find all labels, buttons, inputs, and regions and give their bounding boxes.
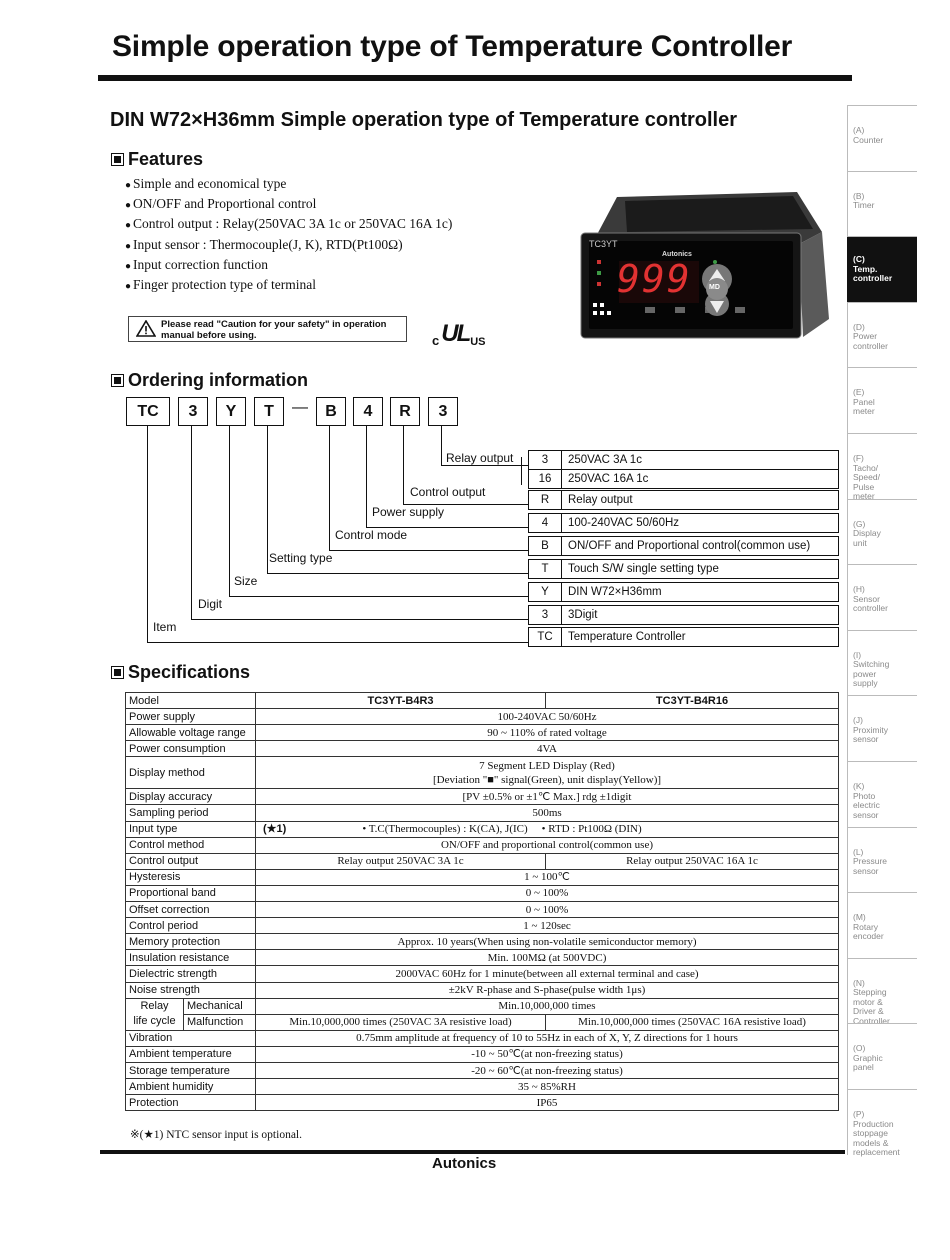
feature-item: ● Input correction function [125,255,452,275]
spec-value: ±2kV R-phase and S-phase(pulse width 1μs) [256,982,839,998]
table-row [126,918,839,934]
input-type-tc: • T.C(Thermocouples) : K(CA), J(IC) [362,823,528,836]
footer-rule [100,1150,845,1154]
connector-bracket [521,457,522,485]
sidebar-tab-label: Graphic [853,1052,883,1063]
ordering-code: 3 [529,606,562,624]
features-heading-text: Features [128,149,204,169]
spec-label: Ambient temperature [126,1046,256,1062]
sidebar-tab-label: Production [853,1118,894,1129]
sidebar-tab-label: Counter [853,134,884,145]
sidebar-tab-label: sensor [853,734,879,745]
table-row [126,1014,839,1030]
ordering-code: T [529,560,562,578]
caution-line-2: manual before using. [161,330,257,341]
ordering-desc: Touch S/W single setting type [568,563,719,575]
ordering-desc: Relay output [568,494,633,506]
title-rule [98,75,852,81]
spec-label: Sampling period [126,805,256,821]
section-square-icon [111,666,124,679]
section-square-icon [111,374,124,387]
sidebar-tab-label: (P) [853,1109,865,1119]
ordering-row [528,627,839,647]
spec-value: Min.10,000,000 times (250VAC 3A resistive load) [256,1014,546,1030]
spec-label-relay [126,998,184,1030]
table-row [126,1095,839,1111]
spec-value: 35 ~ 85%RH [256,1079,839,1095]
sidebar-tab-label: (D) [853,321,865,332]
sidebar-tab[interactable] [847,761,917,827]
table-row [126,950,839,966]
spec-value: 1 ~ 100℃ [256,869,839,885]
ordering-code: TC [529,628,562,646]
sidebar-tab-label: (H) [853,584,865,595]
label-size: Size [234,574,258,588]
ordering-desc: DIN W72×H36mm [568,586,662,598]
table-row [126,693,839,709]
sidebar-tab-label: (O) [853,1043,866,1054]
ordering-code: 3 [529,451,562,469]
sidebar-tab-label: unit [853,537,867,548]
ordering-row [528,513,839,533]
table-row [126,837,839,853]
connector-line [441,465,529,466]
ordering-code: B [529,537,562,555]
spec-label: Memory protection [126,934,256,950]
sidebar-tab[interactable] [847,367,917,433]
spec-label: Proportional band [126,885,256,901]
ordering-desc: 250VAC 3A 1c [568,454,642,466]
sidebar-tab-label: supply [853,678,878,689]
label-control-mode: Control mode [335,528,408,542]
connector-line [229,596,529,597]
sidebar-tab[interactable] [847,499,917,565]
cert-c: c [432,333,440,348]
connector-line [147,642,529,643]
code-box-digit: 3 [178,397,208,426]
connector-line [191,426,192,620]
spec-label: Protection [126,1095,256,1111]
ordering-desc: 250VAC 16A 1c [568,473,649,485]
table-row [126,805,839,821]
specifications-heading-text: Specifications [128,662,251,682]
table-row [126,853,839,869]
spec-model-b: TC3YT-B4R16 [546,693,839,709]
sidebar-tab-label: (F) [853,453,864,463]
sidebar-tab-label: (E) [853,387,865,398]
code-box-size: Y [216,397,246,426]
sidebar-tab-label: motor & [853,996,883,1007]
spec-label: Display accuracy [126,789,256,805]
ordering-heading-text: Ordering information [128,370,308,390]
feature-item: ● Input sensor : Thermocouple(J, K), RTD(Pt100Ω) [125,235,452,255]
ordering-row [528,490,839,510]
code-box-control-mode: B [316,397,346,426]
spec-label: Power consumption [126,741,256,757]
sidebar-tab-label: (J) [853,715,863,726]
spec-label: Control method [126,837,256,853]
sidebar-tab-label: Display [853,528,881,539]
spec-label: Model [126,693,256,709]
subtitle: DIN W72×H36mm Simple operation type of Temperature controller [110,109,737,131]
ordering-code: 16 [529,470,562,488]
code-box-item: TC [126,397,170,426]
sidebar-tab-label: Timer [853,200,875,211]
connector-line [329,550,529,551]
input-type-rtd: • RTD : Pt100Ω (DIN) [541,823,642,836]
spec-sublabel: Mechanical [184,998,256,1014]
label-power-supply: Power supply [372,505,445,519]
table-row [126,709,839,725]
spec-value: 0 ~ 100% [256,885,839,901]
table-row [126,966,839,982]
table-row [126,757,839,789]
spec-value: [PV ±0.5% or ±1℃ Max.] rdg ±1digit [256,789,839,805]
caution-line-1: Please read "Caution for your safety" in operation [161,319,387,330]
sidebar-tab-label: Sensor [853,593,880,604]
spec-label: Power supply [126,709,256,725]
code-box-power: 4 [353,397,383,426]
sidebar-tab-label: sensor [853,809,879,820]
spec-value: Min.10,000,000 times (250VAC 16A resistive load) [546,1014,839,1030]
page-title: Simple operation type of Temperature Controller [112,30,793,63]
spec-value: 100-240VAC 50/60Hz [256,709,839,725]
product-display: 999 [617,257,692,301]
sidebar-tab-label: (C) [853,254,865,265]
spec-value: Relay output 250VAC 16A 1c [546,853,839,869]
spec-value: -10 ~ 50℃(at non-freezing status) [256,1046,839,1062]
spec-sublabel: Malfunction [184,1014,256,1030]
ordering-row [528,536,839,556]
connector-line [147,426,148,643]
brand-logo: Autonics [432,1155,497,1172]
sidebar-tab-label: (B) [853,190,865,201]
connector-line [329,426,330,551]
sidebar-tab[interactable] [847,1023,917,1089]
spec-label: Dielectric strength [126,966,256,982]
spec-label: Offset correction [126,902,256,918]
table-row [126,869,839,885]
sidebar-tab-label: Switching [853,659,890,670]
sidebar-tab-label: meter [853,406,875,417]
specifications-heading [111,662,250,683]
sidebar-tab-label: (G) [853,518,866,529]
spec-value: IP65 [256,1095,839,1111]
table-row [126,1079,839,1095]
spec-label: Ambient humidity [126,1079,256,1095]
specifications-table [125,692,839,1111]
warning-icon [136,320,156,337]
product-model-label: TC3YT [589,239,618,249]
spec-value: 0.75mm amplitude at frequency of 10 to 55Hz in each of X, Y, Z directions for 1 hours [256,1030,839,1046]
sidebar-tab-label: (A) [853,125,865,135]
sidebar-tab-label: panel [853,1062,874,1073]
sidebar-tab-label: electric [853,800,880,810]
connector-line [267,573,529,574]
sidebar-tab-label: Controller [853,1015,890,1026]
cert-us: US [470,336,486,348]
code-box-setting: T [254,397,284,426]
spec-label: Noise strength [126,982,256,998]
spec-label: Allowable voltage range [126,725,256,741]
sidebar-tab-label: Stepping [853,987,887,998]
code-box-control-output: R [390,397,420,426]
sidebar-tab-label: controller [853,340,888,351]
sidebar-tab-label: (K) [853,781,865,791]
ordering-desc: ON/OFF and Proportional control(common use) [568,540,811,552]
connector-line [191,619,529,620]
table-row [126,1062,839,1078]
connector-line [229,426,230,597]
sidebar-tab-label: Power [853,331,878,342]
sidebar-tab-label: (L) [853,846,864,857]
connector-line [441,426,442,466]
sidebar-tab-label: Panel [853,396,875,407]
spec-label: Control period [126,918,256,934]
spec-value: 4VA [256,741,839,757]
table-row [126,885,839,901]
spec-value: Relay output 250VAC 3A 1c [256,853,546,869]
connector-line [366,426,367,528]
sidebar-tab[interactable] [847,1089,917,1155]
spec-value: -20 ~ 60℃(at non-freezing status) [256,1062,839,1078]
spec-value: 2000VAC 60Hz for 1 minute(between all external terminal and case) [256,966,839,982]
features-list [125,174,452,295]
label-control-output: Control output [410,485,486,499]
product-brand-label: Autonics [662,251,692,258]
spec-label: Hysteresis [126,869,256,885]
table-row [126,934,839,950]
spec-label: Insulation resistance [126,950,256,966]
input-type-note: (★1) [263,823,287,836]
spec-label: Input type [126,821,256,837]
relay-label-line: Relay [140,1000,169,1013]
product-image [567,187,839,342]
feature-item: ● Simple and economical type [125,174,452,194]
spec-value: 0 ~ 100% [256,902,839,918]
code-box-relay-output: 3 [428,397,458,426]
sidebar-tab[interactable] [847,236,917,302]
sidebar-tab-label: power [853,668,877,679]
spec-label: Vibration [126,1030,256,1046]
table-row [126,741,839,757]
ordering-row [528,559,839,579]
sidebar-tab[interactable] [847,892,917,958]
feature-item: ● ON/OFF and Proportional control [125,194,452,214]
cul-us-mark [432,320,486,348]
spec-value: 90 ~ 110% of rated voltage [256,725,839,741]
connector-line [403,426,404,505]
ordering-row [528,582,839,602]
footnote: ※(★1) NTC sensor input is optional. [130,1129,302,1141]
spec-label: Storage temperature [126,1062,256,1078]
ordering-code: R [529,491,562,509]
sidebar-tab[interactable] [847,302,917,368]
ordering-code: Y [529,583,562,601]
label-setting-type: Setting type [269,551,333,565]
spec-value [256,821,839,837]
spec-value: Min.10,000,000 times [256,998,839,1014]
spec-value [256,757,839,789]
table-row [126,902,839,918]
table-row [126,725,839,741]
product-md-label: MD [709,284,720,291]
sidebar-tab-label: Driver & [853,1006,884,1017]
sidebar-tab-label: (I) [853,649,862,660]
section-square-icon [111,153,124,166]
table-row [126,982,839,998]
ul-logo-icon: UL [441,320,470,347]
spec-value: Approx. 10 years(When using non-volatile semiconductor memory) [256,934,839,950]
sidebar-tab[interactable] [847,105,917,171]
sidebar-tab-label: Photo [853,790,876,801]
spec-value-line: 7 Segment LED Display (Red) [479,759,615,772]
relay-label-line: life cycle [133,1015,176,1028]
sidebar-tab[interactable] [847,171,917,237]
sidebar-tab[interactable] [847,827,917,893]
sidebar-tab[interactable] [847,695,917,761]
sidebar-tab-label: (N) [853,977,865,988]
sidebar-tab[interactable] [847,958,917,1024]
label-digit: Digit [198,597,223,611]
ordering-desc: Temperature Controller [568,631,686,643]
sidebar-tab-label: Pressure [853,856,888,867]
features-heading [111,149,203,170]
sidebar-tab-label: (M) [853,912,866,923]
ordering-desc: 3Digit [568,609,598,621]
sidebar-tab-label: controller [853,603,888,614]
sidebar-tab[interactable] [847,433,917,499]
sidebar-tab-label: models & [853,1137,889,1148]
sidebar-tab[interactable] [847,630,917,696]
sidebar-tab-label: controller [853,273,893,284]
spec-value: 500ms [256,805,839,821]
label-item: Item [153,620,177,634]
caution-notice [128,316,407,342]
table-row [126,789,839,805]
sidebar-tab-label: meter [853,491,875,501]
sidebar-tab-label: Speed/ [853,472,880,482]
sidebar-tab-label: Temp. [853,263,878,274]
sidebar-tab-label: stoppage [853,1128,888,1138]
sidebar-tab-label: Rotary [853,921,879,932]
spec-model-a: TC3YT-B4R3 [256,693,546,709]
table-row [126,1046,839,1062]
label-relay-output: Relay output [446,451,514,465]
sidebar-tab-label: replacement [853,1147,900,1157]
spec-value: ON/OFF and proportional control(common use) [256,837,839,853]
spec-value-line: [Deviation "■" signal(Green), unit display(Yellow)] [432,773,662,786]
spec-value: 1 ~ 120sec [256,918,839,934]
sidebar-tab-label: Tacho/ [853,462,879,473]
ordering-desc: 100-240VAC 50/60Hz [568,517,680,529]
spec-label: Control output [126,853,256,869]
sidebar-tab-label: sensor [853,865,879,876]
sidebar-tab-label: Pulse [853,481,875,492]
feature-item: ● Finger protection type of terminal [125,275,452,295]
table-row [126,1030,839,1046]
sidebar-tab[interactable] [847,564,917,630]
sidebar-tab-label: encoder [853,931,884,942]
spec-label: Display method [126,757,256,789]
ordering-code: 4 [529,514,562,532]
ordering-heading [111,370,308,391]
ordering-row [528,605,839,625]
spec-value: Min. 100MΩ (at 500VDC) [256,950,839,966]
ordering-row [528,469,839,489]
connector-line [267,426,268,574]
table-row [126,998,839,1014]
ordering-row [528,450,839,470]
table-row [126,821,839,837]
feature-item: ● Control output : Relay(250VAC 3A 1c or 250VAC 16A 1c) [125,214,452,234]
code-dash: — [292,399,308,416]
sidebar-tab-label: Proximity [853,724,888,735]
